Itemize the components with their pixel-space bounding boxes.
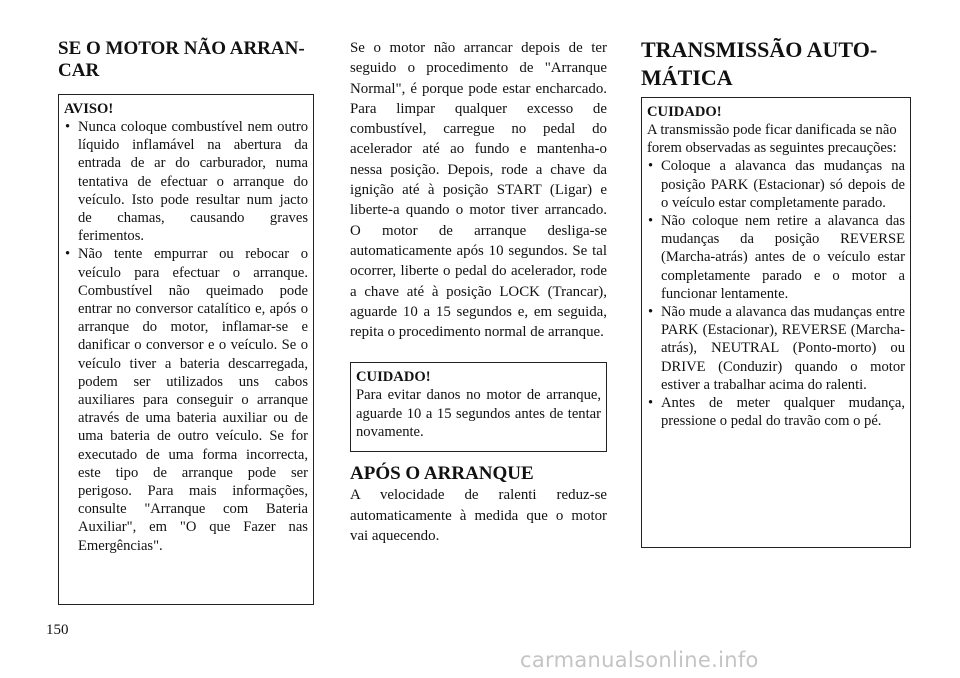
- caution-title: CUIDADO!: [647, 104, 722, 120]
- section-heading-automatic-transmission: [641, 36, 877, 91]
- caution-box-transmission: [641, 97, 911, 548]
- middle-column-body: [350, 38, 607, 546]
- watermark: carmanualsonline.info: [520, 648, 759, 672]
- caution-item: • Antes de meter qualquer mudança, pressione o pedal do travão com o pé.: [647, 394, 905, 430]
- caution-item: • Coloque a alavanca das mudanças na posição PARK (Estacionar) só depois de o veículo estar completamente parado.: [647, 157, 905, 212]
- caution-text: Para evitar danos no motor de arranque, aguarde 10 a 15 segundos antes de tentar novamente.: [356, 387, 601, 440]
- caution-title: CUIDADO!: [356, 369, 431, 386]
- warning-item: • Não tente empurrar ou rebocar o veículo para efectuar o arranque. Combustível não queimado pode entrar no conversor catalítico e, após o arranque do motor, inflamar-se e danificar o conversor e o veículo. Se o veículo tiver a bateria descarregada, podem ser utilizados uns cabos auxiliares para conseguir o arranque através de uma bateria auxiliar ou de uma bateria de outro veículo. Se for executado de uma forma incorrecta, este tipo de arranque pode ser perigoso. Para mais informações, consulte "Arranque com Bateria Auxiliar", em "O que Fazer nas Emergências".: [64, 245, 308, 554]
- caution-box-starter: [350, 362, 607, 452]
- caution-item: • Não mude a alavanca das mudanças entre PARK (Estacionar), REVERSE (Marcha-atrás), NEUTRAL (Ponto-morto) ou DRIVE (Conduzir) quando o motor estiver a trabalhar acima do ralenti.: [647, 303, 905, 394]
- flooded-engine-paragraph: Se o motor não arrancar depois de ter seguido o procedimento de "Arranque Normal", é porque pode estar encharcado. Para limpar qualquer excesso de combustível, carregue no pedal do acelerador até ao fundo e mantenha-o nessa posição. Depois, rode a chave da ignição até à posição START (Ligar) e liberte-a quando o motor tiver arrancado. O motor de arranque desliga-se automaticamente após 10 segundos. Se tal ocorrer, liberte o pedal do acelerador, rode a chave até à posição LOCK (Trancar), aguarde 10 a 15 segundos e, em seguida, repita o procedimento normal de arranque.: [350, 40, 607, 341]
- warning-item: • Nunca coloque combustível nem outro líquido inflamável na abertura da entrada de ar do carburador, numa tentativa de efectuar o arranque do veículo. Isto pode resultar num jacto de chamas, causando graves ferimentos.: [64, 118, 308, 245]
- caution-list: [647, 157, 905, 430]
- caution-item: • Não coloque nem retire a alavanca das mudanças da posição REVERSE (Marcha-atrás) antes de o veículo estar completamente parado e o motor a funcionar lentamente.: [647, 212, 905, 303]
- section-heading-after-start: APÓS O ARRANQUE: [350, 463, 534, 485]
- heading-line-1: SE O MOTOR NÃO ARRAN-: [58, 38, 305, 59]
- warning-list: [64, 118, 308, 555]
- caution-intro: A transmissão pode ficar danificada se não forem observadas as seguintes precauções:: [647, 122, 897, 157]
- after-start-paragraph: A velocidade de ralenti reduz-se automaticamente à medida que o motor vai aquecendo.: [350, 487, 607, 544]
- heading-line-2: CAR: [58, 60, 100, 82]
- page-number: 150: [46, 622, 69, 638]
- heading-line-2: MÁTICA: [641, 64, 733, 90]
- section-heading-engine-fails-to-start: [58, 38, 305, 83]
- heading-line-1: TRANSMISSÃO AUTO-: [641, 37, 878, 62]
- warning-title: AVISO!: [64, 101, 114, 117]
- warning-box: [58, 94, 314, 605]
